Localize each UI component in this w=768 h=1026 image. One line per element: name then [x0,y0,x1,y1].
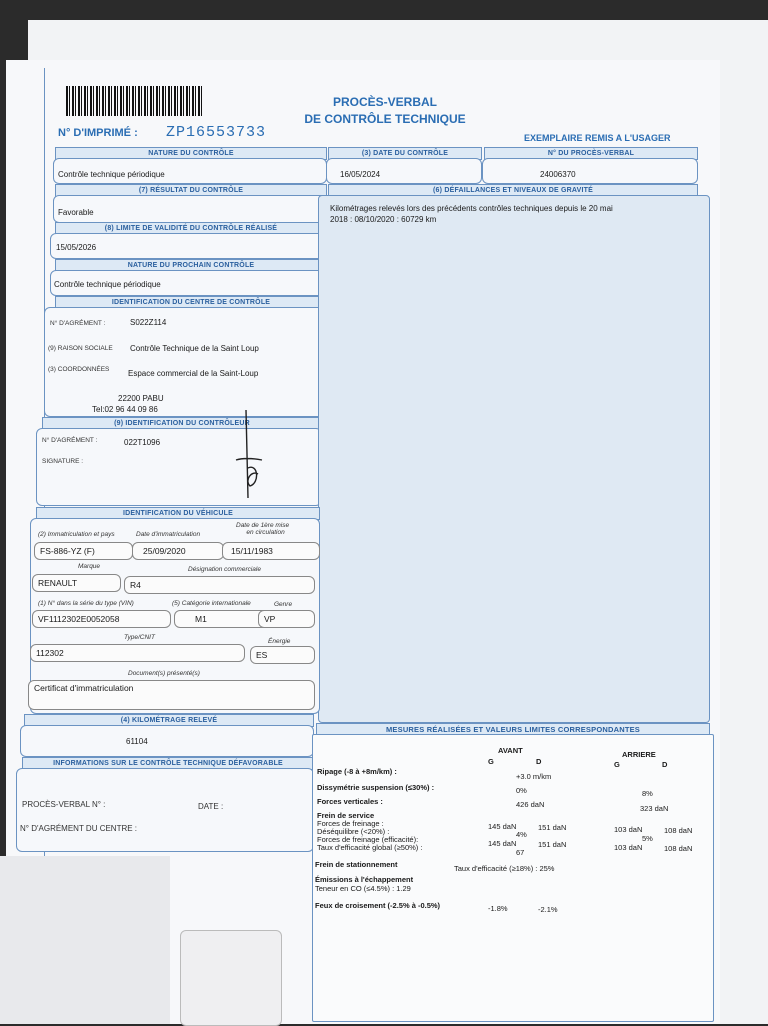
energie-field: ES [250,646,315,664]
resultat-header: (7) RÉSULTAT DU CONTRÔLE [55,184,327,197]
pv-value: 24006370 [540,170,576,179]
avant-g: G [488,757,494,766]
designation-label: Désignation commerciale [188,566,261,573]
nature-value: Contrôle technique périodique [58,170,165,179]
docs-label: Document(s) présenté(s) [128,670,200,677]
categorie-field: M1 [174,610,274,628]
energie-label: Énergie [268,638,291,645]
mise-circ-label-2: en circulation [246,529,285,536]
fe-arr-g: 103 daN [614,843,643,852]
exemplaire-label: EXEMPLAIRE REMIS A L'USAGER [524,133,671,143]
defavorable-header: INFORMATIONS SUR LE CONTRÔLE TECHNIQUE DÉFAVORABLE [22,757,314,770]
croisement-d: -2.1% [538,905,558,914]
vin-field: VF1112302E0052058 [32,610,171,628]
taux-global-value: 67 [516,848,525,857]
pv-header: N° DU PROCÈS-VERBAL [484,147,698,160]
defavorable-agrement-label: N° D'AGRÉMENT DU CENTRE : [20,824,138,833]
km-value: 61104 [126,737,148,746]
title-line1: PROCÈS-VERBAL [332,95,437,109]
mise-circ-label-1: Date de 1ère mise [236,522,290,529]
desequilibre-label: Déséquilibre (<20%) : [317,827,390,836]
date-immat-label: Date d'immatriculation [136,531,201,538]
categorie-label: (5) Catégorie internationale [172,600,251,607]
raison-label: (9) RAISON SOCIALE [48,345,113,352]
centre-header: IDENTIFICATION DU CENTRE DE CONTRÔLE [55,296,327,309]
vin-label: (1) N° dans la série du type (VIN) [38,600,134,607]
validite-value: 15/05/2026 [56,243,97,252]
stationnement-value: Taux d'efficacité (≥18%) : 25% [454,864,555,873]
centre-agrement-label: N° D'AGRÉMENT : [50,320,106,327]
prochain-value: Contrôle technique périodique [54,280,161,289]
resultat-value: Favorable [58,208,94,217]
type-label: Type/CNIT [124,634,155,641]
dissym-avant: 0% [516,786,527,795]
validite-header: (8) LIMITE DE VALIDITÉ DU CONTRÔLE RÉALISÉ [55,222,327,235]
docs-field: Certificat d'immatriculation [28,680,315,710]
croisement-g: -1.8% [488,904,508,913]
avant-label: AVANT [498,746,523,755]
mise-circ-field: 15/11/1983 [222,542,320,560]
emissions-label: Émissions à l'échappement [315,875,414,884]
fe-arr-d: 108 daN [664,844,693,853]
type-field: 112302 [30,644,245,662]
defaillances-text1: Kilométrages relevés lors des précédents contrôles techniques depuis le 20 mai [330,204,613,213]
controleur-header: (9) IDENTIFICATION DU CONTRÔLEUR [42,417,322,430]
ff-arr-g: 103 daN [614,825,643,834]
forces-eff-label: Forces de freinage (efficacité): [317,835,419,844]
defavorable-box [16,768,314,852]
defaillances-text2: 2018 : 08/10/2020 : 60729 km [330,215,437,224]
tel-value: Tel:02 96 44 09 86 [92,405,158,414]
signature-mark [228,408,268,503]
forces-vert-arriere: 323 daN [640,804,669,813]
co-value: Teneur en CO (≤4.5%) : 1.29 [315,884,411,893]
km-box [20,725,314,757]
defaillances-panel [318,195,710,723]
forces-vert-label: Forces verticales : [317,797,383,806]
designation-field: R4 [124,576,315,594]
deseq-arr: 5% [642,834,653,843]
lower-paper [0,856,170,1024]
fe-avant-d: 151 daN [538,840,567,849]
imprime-label: N° D'IMPRIMÉ : [58,127,138,139]
marque-field: RENAULT [32,574,121,592]
taux-global-label: Taux d'efficacité global (≥50%) : [317,843,423,852]
immat-label: (2) Immatriculation et pays [38,531,115,538]
defavorable-date-label: DATE : [198,802,224,811]
title-line2: DE CONTRÔLE TECHNIQUE [304,112,466,126]
date-immat-field: 25/09/2020 [132,542,224,560]
avant-d: D [536,757,542,766]
fe-avant-g: 145 daN [488,839,517,848]
defavorable-pv-label: PROCÈS-VERBAL N° : [22,800,106,809]
ff-avant-d: 151 daN [538,823,567,832]
date-value: 16/05/2024 [340,170,381,179]
nature-header: NATURE DU CONTRÔLE [55,147,327,160]
arriere-g: G [614,760,620,769]
centre-agrement-value: S022Z114 [130,318,167,327]
genre-field: VP [258,610,315,628]
dissym-label: Dissymétrie suspension (≤30%) : [317,783,435,792]
arriere-d: D [662,760,668,769]
deseq-avant: 4% [516,830,527,839]
raison-value: Contrôle Technique de la Saint Loup [130,344,259,353]
arriere-label: ARRIERE [622,750,656,759]
controleur-agrement-label: N° D'AGRÉMENT : [42,437,98,444]
mise-circ-label [236,522,289,536]
resultat-box [53,195,327,223]
signature-label: SIGNATURE : [42,458,84,465]
defaillances-header: (6) DÉFAILLANCES ET NIVEAUX DE GRAVITÉ [328,184,698,197]
coord-value: Espace commercial de la Saint-Loup [128,369,259,378]
km-header: (4) KILOMÉTRAGE RELEVÉ [24,714,314,727]
stationnement-label: Frein de stationnement [315,860,398,869]
marque-label: Marque [78,563,101,570]
imprime-number: ZP16553733 [166,124,267,141]
forces-freinage-label: Forces de freinage : [317,819,384,828]
date-header: (3) DATE DU CONTRÔLE [328,147,482,160]
forces-vert-avant: 426 daN [516,800,545,809]
ripage-label: Ripage (-8 à +8m/km) : [317,767,397,776]
immat-field: FS-886-YZ (F) [34,542,133,560]
ff-arr-d: 108 daN [664,826,693,835]
frein-service-label: Frein de service [317,811,375,820]
ff-avant-g: 145 daN [488,822,517,831]
prochain-header: NATURE DU PROCHAIN CONTRÔLE [55,259,327,272]
genre-label: Genre [274,601,293,608]
croisement-label: Feux de croisement (-2.5% à -0.5%) [315,901,441,910]
lower-paper-box [180,930,282,1026]
ripage-value: +3.0 m/km [516,772,552,781]
doc-title [280,94,490,128]
coord-label: (3) COORDONNÉES [48,366,110,373]
dissym-arriere: 8% [642,789,653,798]
pv-box [482,158,698,184]
controleur-agrement-value: 022T1096 [124,438,161,447]
city-value: 22200 PABU [118,394,164,403]
barcode [66,86,204,116]
mesures-header: MESURES RÉALISÉES ET VALEURS LIMITES CORRESPONDANTES [316,723,710,736]
vehicule-header: IDENTIFICATION DU VÉHICULE [36,507,320,520]
